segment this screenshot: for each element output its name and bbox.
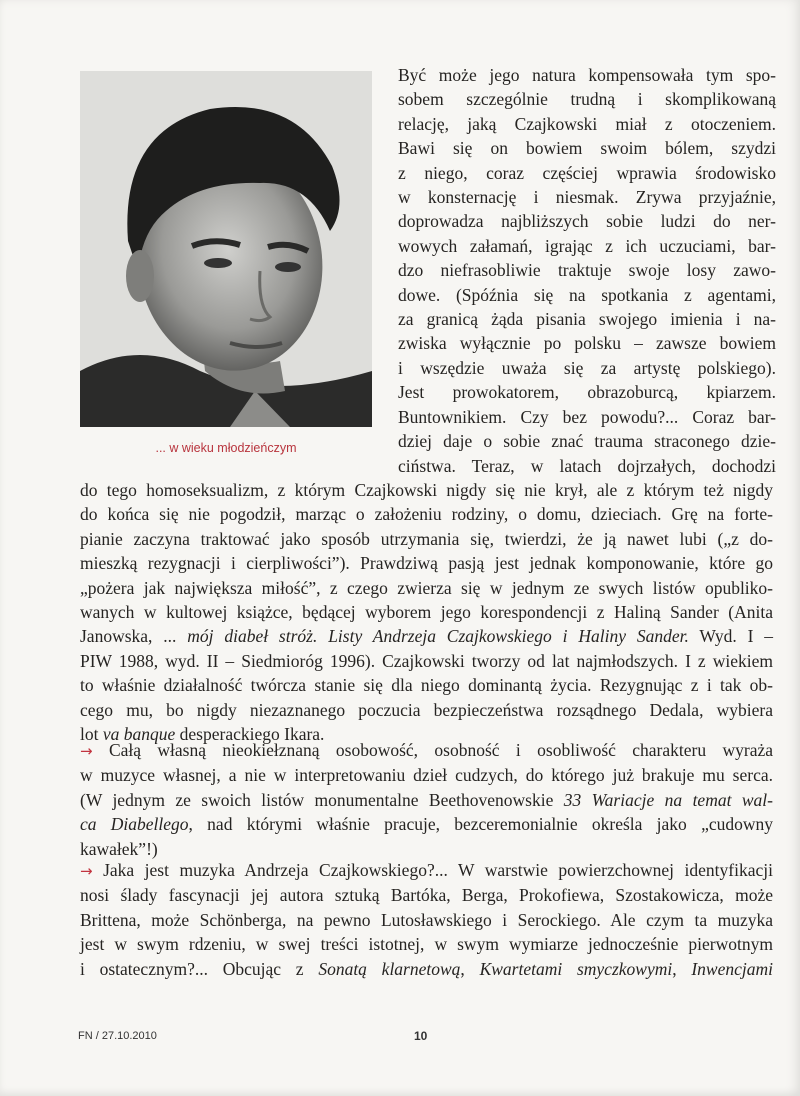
right-column-text — [398, 63, 776, 478]
paragraph-1 — [80, 478, 773, 746]
text-line: cego mu, bo nigdy niezaznanego poczucia bezpieczeństwa rozsądnego Dedala, wybiera — [80, 699, 773, 720]
text-run: i ostatecznym?... Obcując z — [80, 958, 319, 979]
text-line: mieszką rezygnacji i cierpliwości”). Prawdziwą pasją jest jednak komponowanie, które go — [80, 553, 773, 574]
text-run: lot — [80, 724, 103, 745]
text-line: i wszędzie uważa się za artystę polskiego). — [398, 357, 776, 378]
portrait-photo — [80, 71, 372, 427]
text-line — [80, 957, 773, 981]
italic-phrase: va banque — [102, 724, 176, 745]
page-number: 10 — [414, 1029, 428, 1043]
arrow-icon: → — [80, 862, 93, 880]
text-line: wowych załamań, igrając z ich uczuciami, bar- — [398, 235, 776, 256]
text-line: do końca się nie pogodził, marząc o założeniu rodziny, o domu, dzieciach. Grę na forte- — [80, 504, 773, 525]
text-line: w konsternację i niesmak. Zrywa przyjaźnie, — [398, 187, 776, 208]
book-title: mój diabeł stróż. Listy Andrzeja Czajkowskiego i Haliny Sander. — [187, 626, 689, 647]
text-run: , — [672, 958, 692, 979]
text-line — [80, 624, 773, 648]
text-line: dowe. (Spóźnia się na spotkania z agentami, — [398, 284, 776, 305]
photo-caption: ... w wieku młodzieńczym — [155, 441, 297, 455]
text-line — [80, 738, 773, 763]
text-line: ciństwa. Teraz, w latach dojrzałych, dochodzi — [398, 455, 776, 476]
text-line: kawałek”!) — [80, 838, 158, 859]
text-run: (W jednym ze swoich listów monumentalne Beethovenowskie — [80, 789, 564, 810]
text-run: Janowska, ... — [80, 626, 188, 647]
text-line: sobem szczególnie trudną i skomplikowaną — [398, 89, 776, 110]
text-line: Bawi się on bowiem swoim bólem, szydzi — [398, 138, 776, 159]
paragraph-3 — [80, 858, 773, 981]
text-line: PIW 1988, wyd. II – Siedmioróg 1996). Czajkowski tworzy od lat najmłodszych. I z wiekiem — [80, 650, 773, 671]
text-line: Buntownikiem. Czy bez powodu?... Coraz bar- — [398, 406, 776, 427]
text-run: , nad którymi właśnie pracuje, bezceremonialnie określa jako „cudowny — [188, 814, 773, 835]
work-title: Sonatą klarnetową — [318, 958, 461, 979]
text-line: Brittena, może Schönberga, na pewno Lutosławskiego i Serockiego. Ale czym ta muzyka — [80, 909, 773, 930]
text-line: dziej daje o sobie znać trauma straconego dzie- — [398, 431, 776, 452]
text-run: desperackiego Ikara. — [175, 724, 325, 745]
text-line: wanych w kultowej książce, będącej wyborem jego korespondencji z Haliną Sander (Anita — [80, 602, 773, 623]
text-line — [80, 858, 773, 883]
text-run: Całą własną nieokiełznaną osobowość, osobność i osobliwość charakteru wyraża — [92, 740, 773, 760]
text-line — [80, 812, 773, 836]
text-line: „pożera jak największa miłość”, z czego zwierza się w jednym ze swych listów opubliko- — [80, 577, 773, 598]
work-title: Inwencjami — [691, 958, 774, 979]
text-line: za granicą żąda pisania swojego imienia i na- — [398, 309, 776, 330]
arrow-icon: → — [80, 742, 93, 760]
text-line: zwiska wyłącznie po polsku – zawsze bowiem — [398, 333, 776, 354]
work-title: ca Diabellego — [80, 814, 189, 835]
text-line: Być może jego natura kompensowała tym spo- — [398, 65, 776, 85]
text-run: Wyd. I – — [688, 626, 773, 647]
text-line: z niego, coraz częściej wprawia środowisko — [398, 162, 776, 183]
text-line: pianie zaczyna traktować jako sposób utrzymania się, twierdzi, że ją nawet lubi („z do- — [80, 528, 773, 549]
text-line: nosi ślady fascynacji jej autora sztuką Bartóka, Berga, Prokofiewa, Szostakowicza, może — [80, 885, 773, 906]
issue-date: FN / 27.10.2010 — [78, 1030, 157, 1042]
text-line — [80, 788, 773, 812]
paragraph-2 — [80, 738, 773, 861]
text-line: relację, jaką Czajkowski miał z otoczeniem. — [398, 113, 776, 134]
text-line: to właśnie działalność twórcza stanie się dla niego dominantą życia. Rezygnując z i tak ob- — [80, 675, 773, 696]
text-line: Jest prowokatorem, obrazoburcą, kpiarzem. — [398, 382, 776, 403]
text-line: dzo niefrasobliwie traktuje swoje losy zawo- — [398, 260, 776, 281]
work-title: 33 Wariacje na temat wal- — [563, 789, 773, 810]
text-run: , — [460, 958, 480, 979]
text-line: w muzyce własnej, a nie w interpretowaniu dzieł cudzych, do którego już brakuje mu serca. — [80, 765, 773, 786]
text-line: doprowadza najbliższych sobie ludzi do ner- — [398, 211, 776, 232]
text-run: Jaka jest muzyka Andrzeja Czajkowskiego?... W warstwie powierzchownej identyfikacji — [92, 860, 773, 880]
work-title: Kwartetami smyczkowymi — [479, 958, 673, 979]
text-line: do tego homoseksualizm, z którym Czajkowski nigdy się nie krył, ale z którym też nigdy — [80, 480, 773, 500]
text-line: jest w swym rdzeniu, w swej treści istotnej, w swym wymiarze jednocześnie pierwotnym — [80, 934, 773, 955]
